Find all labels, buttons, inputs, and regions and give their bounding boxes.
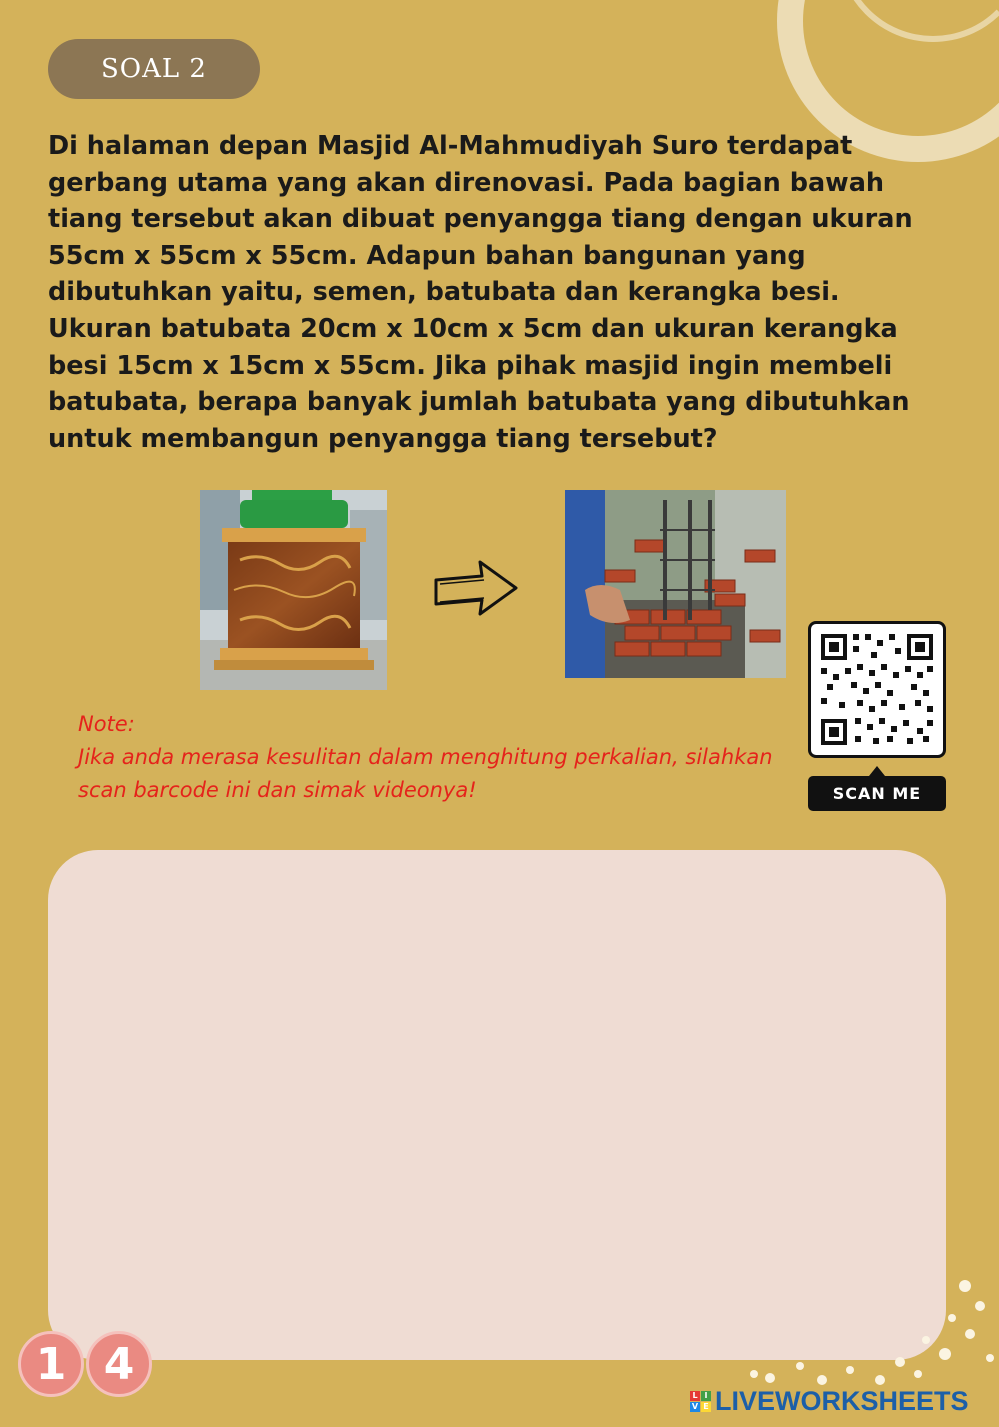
scan-me-text: SCAN ME xyxy=(832,784,922,803)
logo-letter: E xyxy=(701,1402,711,1412)
note-title: Note: xyxy=(78,712,135,736)
liveworksheets-logo-icon xyxy=(690,1391,711,1412)
question-line: gerbang utama yang akan direnovasi. Pada bagian bawah xyxy=(48,167,885,198)
question-line: batubata, berapa banyak jumlah batubata yang dibutuhkan xyxy=(48,387,910,418)
question-line: untuk membangun penyangga tiang tersebut? xyxy=(48,423,718,454)
note-line: Jika anda merasa kesulitan dalam menghitung perkalian, silahkan xyxy=(78,745,773,769)
decorative-dots xyxy=(740,1270,999,1394)
page-number-text: 1 xyxy=(35,1338,67,1390)
scan-me-label xyxy=(808,776,946,811)
liveworksheets-text: LIVEWORKSHEETS xyxy=(715,1386,969,1416)
logo-letter: I xyxy=(701,1391,711,1401)
question-line: Ukuran batubata 20cm x 10cm x 5cm dan ukuran kerangka xyxy=(48,313,898,344)
question-line: Di halaman depan Masjid Al-Mahmudiyah Suro terdapat xyxy=(48,131,853,161)
question-number-label: SOAL 2 xyxy=(101,54,207,84)
page-number-digit xyxy=(18,1331,84,1397)
logo-letter: L xyxy=(690,1391,700,1401)
question-number-badge xyxy=(48,39,260,99)
page-number-text: 4 xyxy=(103,1338,135,1390)
qr-code-icon[interactable] xyxy=(808,621,946,758)
liveworksheets-brand xyxy=(690,1386,969,1417)
brick-construction-photo xyxy=(565,490,786,678)
question-line: tiang tersebut akan dibuat penyangga tiang dengan ukuran xyxy=(48,204,913,235)
qr-pointer xyxy=(869,766,885,776)
question-line: dibutuhkan yaitu, semen, batubata dan kerangka besi. xyxy=(48,277,840,308)
pillar-base-photo xyxy=(200,490,387,690)
page-number-digit xyxy=(86,1331,152,1397)
question-line: 55cm x 55cm x 55cm. Adapun bahan bangunan yang xyxy=(48,240,806,271)
note-line: scan barcode ini dan simak videonya! xyxy=(78,778,477,802)
right-arrow-icon xyxy=(430,558,522,626)
question-text xyxy=(48,128,928,457)
question-line: besi 15cm x 15cm x 55cm. Jika pihak masjid ingin membeli xyxy=(48,350,893,381)
hint-note xyxy=(78,708,798,807)
logo-letter: V xyxy=(691,1402,699,1411)
